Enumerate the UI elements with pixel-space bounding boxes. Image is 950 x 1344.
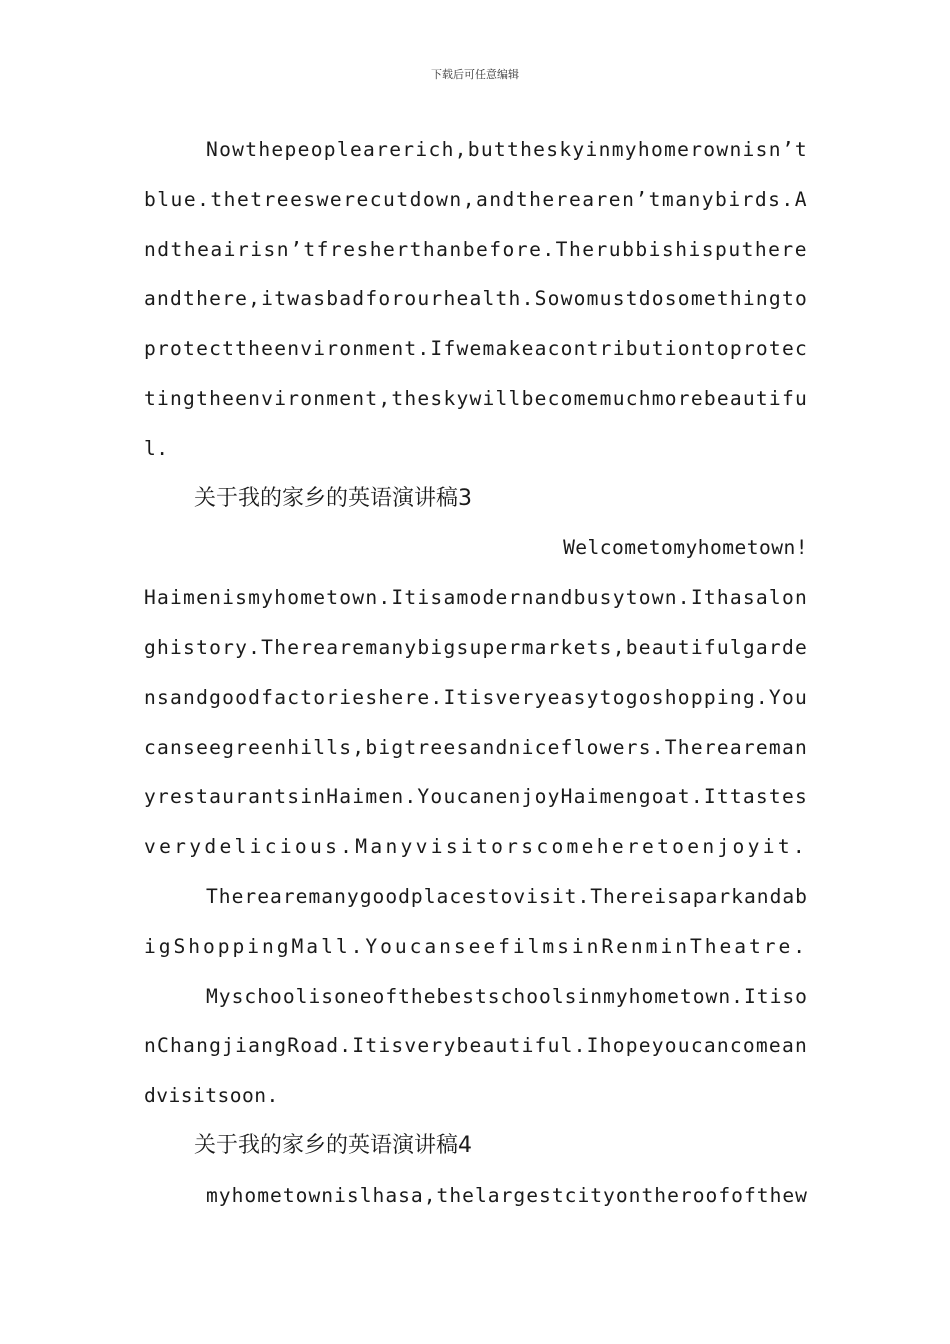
text-line: andthere,itwasbadforourhealth.Sowomustdosomethingto: [144, 287, 808, 311]
text-line: ndtheairisn’tfresherthanbefore.Therubbishisputhere: [144, 237, 808, 261]
text-line: nChangjiangRoad.Itisverybeautiful.Ihopeyoucancomean: [144, 1034, 808, 1058]
text-line: canseegreenhills,bigtreesandniceflowers.Thereareman: [144, 735, 808, 759]
text-line: l.: [144, 436, 169, 460]
text-line: ghistory.Therearemanybigsupermarkets,beautifulgarde: [144, 635, 808, 659]
text-line: blue.thetreeswerecutdown,andtherearen’tmanybirds.A: [144, 187, 808, 211]
text-line: Haimenismyhometown.Itisamodernandbusytown.Ithasalon: [144, 586, 808, 610]
page-header: 下载后可任意编辑: [431, 68, 519, 81]
text-line: protecttheenvironment.Ifwemakeacontributiontoprotec: [144, 337, 808, 361]
text-line: nsandgoodfactorieshere.Itisveryeasytogoshopping.You: [144, 685, 808, 709]
text-line: yrestaurantsinHaimen.YoucanenjoyHaimengoat.Ittastes: [144, 785, 808, 809]
text-line: Therearemanygoodplacestovisit.Thereisaparkandab: [206, 884, 808, 908]
section-heading: 关于我的家乡的英语演讲稿4: [194, 1132, 472, 1158]
text-line: Myschoolisoneofthebestschoolsinmyhometown.Itiso: [206, 984, 808, 1008]
text-line: igShoppingMall.YoucanseefilmsinRenminTheatre.: [144, 934, 808, 958]
text-line: Welcometomyhometown!: [563, 536, 808, 560]
section-heading: 关于我的家乡的英语演讲稿3: [194, 485, 472, 511]
text-line: verydelicious.Manyvisitorscomeheretoenjoyit.: [144, 835, 808, 859]
text-line: myhometownislhasa,thelargestcityontheroofofthew: [206, 1183, 808, 1207]
document-body: [144, 125, 808, 1221]
text-line: Nowthepeoplearerich,buttheskyinmyhomerownisn’t: [206, 138, 808, 161]
text-line: dvisitsoon.: [144, 1084, 279, 1108]
text-line: tingtheenvironment,theskywillbecomemuchmorebeautifu: [144, 386, 808, 410]
